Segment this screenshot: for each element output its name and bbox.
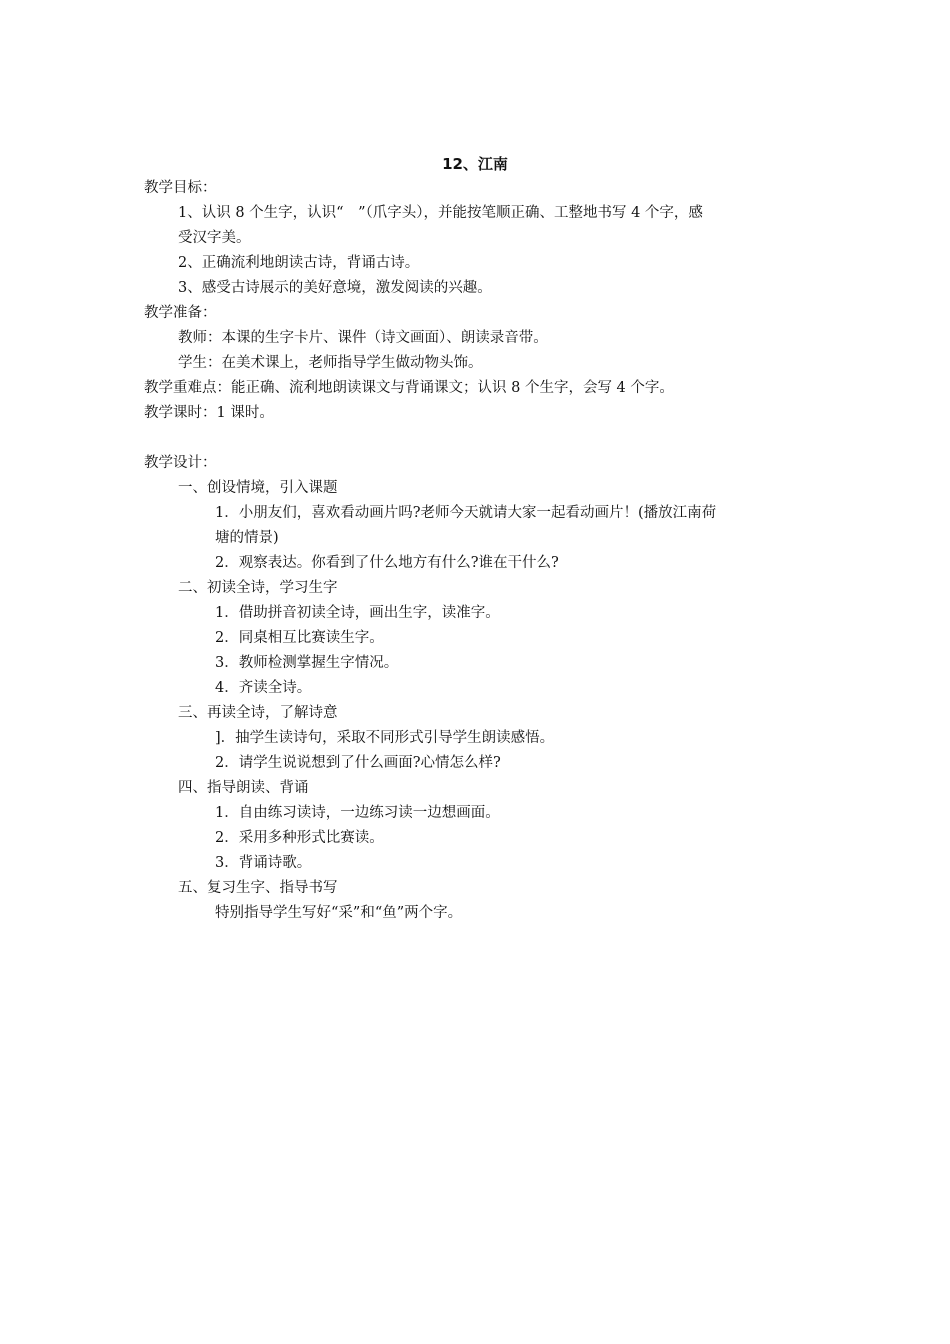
section-3-item-1: ]．抽学生读诗句，采取不同形式引导学生朗读感悟。 [215,730,555,746]
preparation-teacher: 教师：本课的生字卡片、课件（诗文画面）、朗读录音带。 [178,330,548,346]
section-3-item-2: 2．请学生说说想到了什么画面?心情怎么样? [215,755,501,771]
section-title-1: 一、创设情境，引入课题 [178,480,338,496]
objectives-heading: 教学目标： [144,180,217,196]
document-title: 12、江南 [442,155,508,173]
section-1-item-2: 2．观察表达。你看到了什么地方有什么?谁在干什么? [215,555,559,571]
preparation-student: 学生：在美术课上，老师指导学生做动物头饰。 [178,355,483,371]
objective-item-1: 1、认识 8 个生字，认识“ ”（爪字头），并能按笔顺正确、工整地书写 4 个字，感 [178,205,703,221]
section-1-item-1-continued: 塘的情景) [215,530,279,546]
key-points: 教学重难点：能正确、流利地朗读课文与背诵课文；认识 8 个生字，会写 4 个字。 [144,380,674,396]
section-title-2: 二、初读全诗，学习生字 [178,580,338,596]
class-hours: 教学课时：1 课时。 [144,405,274,421]
section-4-item-3: 3．背诵诗歌。 [215,855,312,871]
section-5-item-1: 特别指导学生写好“采”和“鱼”两个字。 [215,905,463,921]
objective-item-2: 2、正确流利地朗读古诗，背诵古诗。 [178,255,420,271]
section-title-5: 五、复习生字、指导书写 [178,880,338,896]
section-4-item-2: 2．采用多种形式比赛读。 [215,830,384,846]
section-4-item-1: 1．自由练习读诗，一边练习读一边想画面。 [215,805,500,821]
section-1-item-1: 1．小朋友们，喜欢看动画片吗?老师今天就请大家一起看动画片！(播放江南荷 [215,505,717,521]
objective-item-1-continued: 受汉字美。 [178,230,251,246]
section-title-4: 四、指导朗读、背诵 [178,780,309,796]
preparation-heading: 教学准备： [144,305,217,321]
objective-item-3: 3、感受古诗展示的美好意境，激发阅读的兴趣。 [178,280,492,296]
design-heading: 教学设计： [144,455,217,471]
section-2-item-4: 4．齐读全诗。 [215,680,312,696]
section-2-item-3: 3．教师检测掌握生字情况。 [215,655,399,671]
section-2-item-2: 2．同桌相互比赛读生字。 [215,630,384,646]
section-title-3: 三、再读全诗，了解诗意 [178,705,338,721]
section-2-item-1: 1．借助拼音初读全诗，画出生字，读准字。 [215,605,500,621]
